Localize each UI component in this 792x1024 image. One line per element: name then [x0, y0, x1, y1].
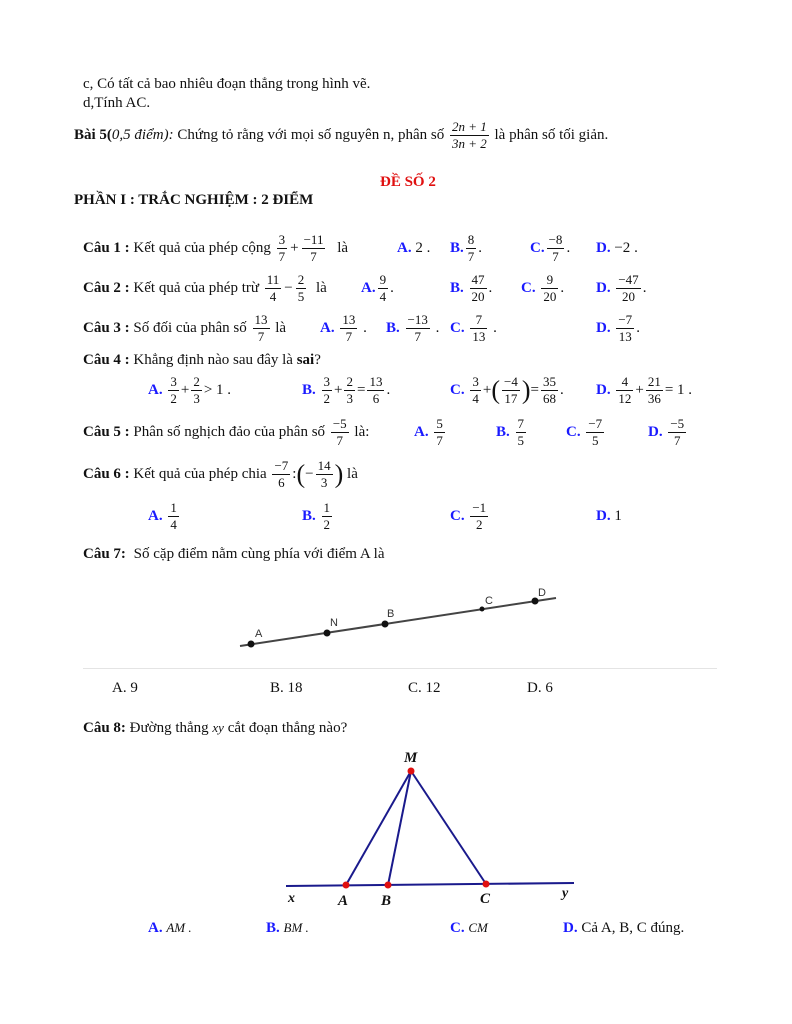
q7-option-a[interactable]: A. 9 [112, 680, 138, 696]
q1-option-b[interactable]: B. $\frac{8}{7}$ . [450, 232, 483, 265]
q6-option-d[interactable]: D. 1 [596, 508, 622, 524]
q8-label: Câu 8: [83, 720, 126, 736]
q5-text: Phân số nghịch đảo của phân số [133, 424, 326, 440]
q8-text2: cắt đoạn thẳng nào? [227, 720, 348, 736]
q5-option-a[interactable]: A. $\frac{5}{7}$ [414, 416, 443, 449]
q8-label-a: A [338, 893, 349, 909]
intro-c-line: c, Có tất cả bao nhiêu đoạn thẳng trong hình vẽ. [83, 76, 371, 92]
q5-label: Câu 5 : [83, 424, 130, 440]
q7-option-c[interactable]: C. 12 [408, 680, 441, 696]
q7-line [240, 598, 556, 646]
q2-text: Kết quả của phép trừ [133, 280, 260, 296]
q5-option-c[interactable]: C. $\frac{-7}{5}$ [566, 416, 603, 449]
q3-label: Câu 3 : [83, 320, 130, 336]
q6-text: Kết quả của phép chia [133, 466, 267, 482]
q8-label-x: x [288, 891, 295, 906]
q8-option-a[interactable]: A. AM . [148, 920, 192, 936]
q8-point-a [343, 882, 350, 889]
q7-label: Câu 7: [83, 546, 126, 562]
question-8 [83, 720, 347, 737]
q2-label: Câu 2 : [83, 280, 130, 296]
q1-text: Kết quả của phép cộng [133, 240, 271, 256]
q3-option-a[interactable]: A. $\frac{13}{7}$ . [320, 312, 367, 345]
q7-point-c [480, 607, 485, 612]
q7-label-d: D [538, 587, 546, 599]
q8-line-xy [286, 883, 574, 886]
q8-label-m: M [404, 750, 418, 766]
q4-option-c[interactable]: C. $\frac{3}{4}$ +( $\frac{-4}{17}$ )= $\frac{35}{68}$ . [450, 374, 564, 407]
q8-segment-bm [388, 771, 411, 885]
q6-option-a[interactable]: A. $\frac{1}{4}$ [148, 500, 177, 533]
q1-option-c[interactable]: C. $\frac{-8}{7}$ . [530, 232, 571, 265]
q6-label: Câu 6 : [83, 466, 130, 482]
q1-label: Câu 1 : [83, 240, 130, 256]
q2-option-d[interactable]: D. $\frac{-47}{20}$ . [596, 272, 647, 305]
q5-option-d[interactable]: D. $\frac{-5}{7}$ [648, 416, 685, 449]
q8-point-m [408, 768, 415, 775]
q3-option-d[interactable]: D. $\frac{-7}{13}$ . [596, 312, 640, 345]
q8-label-b: B [381, 893, 392, 909]
q4-label: Câu 4 : [83, 352, 130, 368]
question-2: Câu 2 : Kết quả của phép trừ $\frac{11}{4}$ − $\frac{2}{5}$ là [83, 272, 327, 305]
de-title: ĐỀ SỐ 2 [380, 174, 436, 190]
q6-option-c[interactable]: C. $\frac{-1}{2}$ [450, 500, 487, 533]
q1-frac1: $\frac{3}{7}$ [278, 232, 286, 265]
question-6: Câu 6 : Kết quả của phép chia $\frac{-7}{6}$ :(− $\frac{14}{3}$ ) là [83, 458, 358, 491]
q7-point-b [382, 621, 389, 628]
q3-option-c[interactable]: C. $\frac{7}{13}$ . [450, 312, 497, 345]
intro-d-line: d,Tính AC. [83, 95, 151, 111]
bai5-points: 0,5 điểm): [111, 127, 174, 143]
bai5-text: Chứng tỏ rằng với mọi số nguyên n, phân số [177, 127, 445, 143]
q7-figure [230, 580, 570, 660]
question-7 [83, 546, 384, 563]
q7-option-d[interactable]: D. 6 [527, 680, 553, 696]
q7-option-b[interactable]: B. 18 [270, 680, 303, 696]
q8-segment-cm [411, 771, 486, 884]
q5-option-b[interactable]: B. $\frac{7}{5}$ [496, 416, 525, 449]
q1-option-a[interactable]: A. 2 . [397, 240, 431, 256]
q7-point-a [248, 641, 255, 648]
q2-option-a[interactable]: A. $\frac{9}{4}$ . [361, 272, 394, 305]
divider [83, 668, 717, 669]
q8-option-b[interactable]: B. BM . [266, 920, 309, 936]
q4-bold: sai [296, 352, 315, 368]
q2-option-c[interactable]: C. $\frac{9}{20}$ . [521, 272, 565, 305]
q1-option-d[interactable]: D. −2 . [596, 240, 638, 256]
q4-option-d[interactable]: D. $\frac{4}{12}$ + $\frac{21}{36}$ = 1 . [596, 374, 693, 407]
q7-text: Số cặp điểm nằm cùng phía với điểm A là [133, 546, 385, 562]
q8-figure [280, 745, 580, 915]
q8-option-d[interactable]: D. Cả A, B, C đúng. [563, 920, 685, 936]
q8-text: Đường thẳng [129, 720, 209, 736]
q4-option-b[interactable]: B. $\frac{3}{2}$ + $\frac{2}{3}$ = $\frac{13}{6}$ . [302, 374, 391, 407]
q4-text: Khẳng định nào sau đây là [133, 352, 293, 368]
question-5: Câu 5 : Phân số nghịch đảo của phân số $\frac{-5}{7}$ là: [83, 416, 370, 449]
q3-option-b[interactable]: B. $\frac{-13}{7}$ . [386, 312, 440, 345]
question-4: Câu 4 : Khẳng định nào sau đây là sai? [83, 352, 321, 368]
question-3: Câu 3 : Số đối của phân số $\frac{13}{7}$ là [83, 312, 287, 345]
q6-option-b[interactable]: B. $\frac{1}{2}$ [302, 500, 331, 533]
q8-var: xy [212, 720, 224, 735]
q1-frac2: $\frac{-11}{7}$ [303, 232, 324, 265]
q7-label-n: N [330, 617, 338, 629]
q7-point-n [324, 630, 331, 637]
q8-label-y: y [562, 886, 569, 901]
q8-point-c [483, 881, 490, 888]
part-title: PHẦN I : TRẮC NGHIỆM : 2 ĐIỂM [74, 192, 314, 208]
q7-label-b: B [387, 608, 395, 620]
q8-option-c[interactable]: C. CM [450, 920, 488, 936]
bai5 [74, 114, 608, 156]
q3-text: Số đối của phân số [133, 320, 247, 336]
q7-label-a: A [255, 628, 263, 640]
q2-option-b[interactable]: B. $\frac{47}{20}$ . [450, 272, 493, 305]
bai5-fraction: $\frac{2n + 1}{3n + 2}$ [451, 119, 487, 152]
q7-label-c: C [485, 595, 493, 607]
bai5-label: Bài 5( [74, 127, 112, 143]
q8-label-c: C [480, 891, 491, 907]
bai5-tail: là phân số tối giản. [494, 127, 609, 143]
q8-segment-am [346, 771, 411, 885]
q4-option-a[interactable]: A. $\frac{3}{2}$ + $\frac{2}{3}$ > 1 . [148, 374, 232, 407]
q8-point-b [385, 882, 392, 889]
question-1: Câu 1 : Kết quả của phép cộng $\frac{3}{7}$ + $\frac{-11}{7}$ là [83, 232, 349, 265]
